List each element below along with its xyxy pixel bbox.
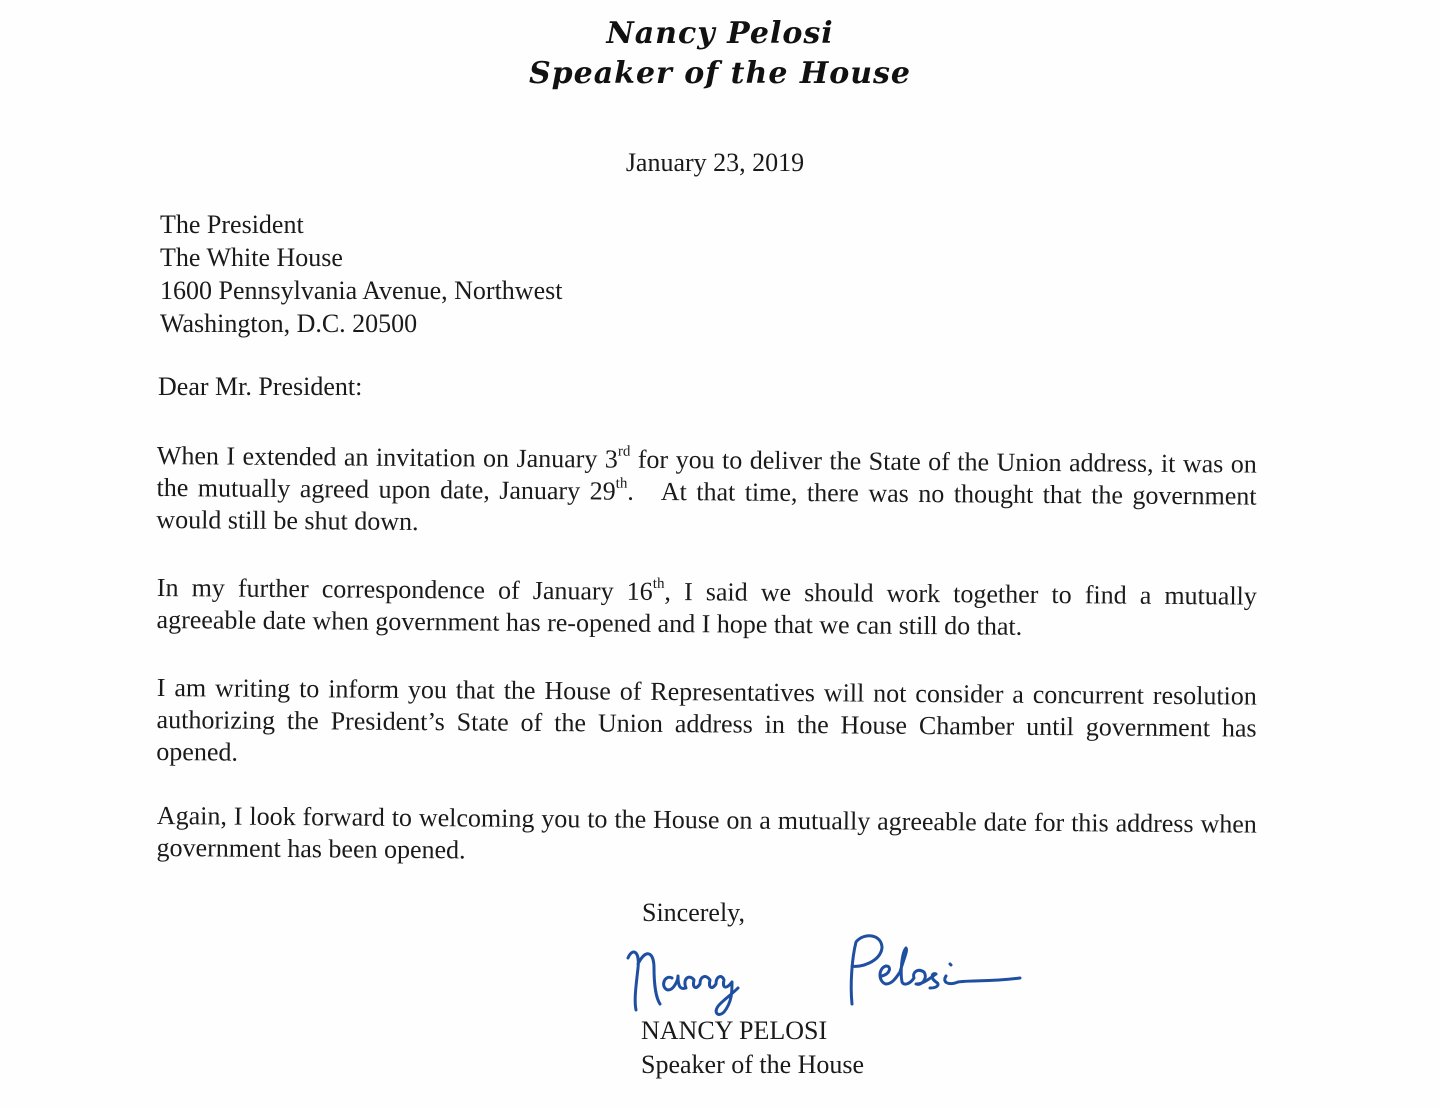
address-line: The President [160,210,304,239]
text-run: When I extended an invitation on January 3 [156,440,618,474]
recipient-address [160,208,562,340]
signer-name: NANCY PELOSI [641,1016,828,1045]
text-run: for you to deliver the State of the Union address, it was on the mutually agreed upon date, January 29 [156,444,1257,506]
paragraph-2 [156,572,1256,645]
letterhead [0,14,1440,94]
ordinal-suffix: th [652,575,665,592]
signer-title: Speaker of the House [641,1050,865,1079]
closing: Sincerely, [642,898,745,927]
signer-block [641,1014,864,1082]
ordinal-suffix: rd [617,443,631,460]
text-run: . At that time, there was no thought that the government would still be shut down. [156,476,1264,537]
paragraph-4: Again, I look forward to welcoming you to the House on a mutually agreeable date for this address when government has been opened. [156,800,1257,865]
address-line: Washington, D.C. 20500 [160,309,418,338]
date-text: January 23, 2019 [625,148,805,177]
letterhead-name: Nancy Pelosi [606,16,834,51]
paragraph-3: I am writing to inform you that the House of Representatives will not consider a concurrent resolution authorizing the President’s State of the Union address in the House Chamber until government has opened. [156,672,1257,767]
letterhead-title: Speaker of the House [529,56,911,91]
signature-image [620,928,1050,1018]
text-run: In my further correspondence of January 16 [156,572,653,606]
paragraph-1 [156,440,1264,545]
address-line: The White House [160,243,343,272]
text-run: , I said we should work together to find a mutually agreeable date when government has re-opened and I hope that we can still do that. [156,576,1257,641]
address-line: 1600 Pennsylvania Avenue, Northwest [160,276,563,305]
letter-date [0,148,1440,178]
ordinal-suffix: th [615,475,628,492]
salutation: Dear Mr. President: [158,372,363,401]
